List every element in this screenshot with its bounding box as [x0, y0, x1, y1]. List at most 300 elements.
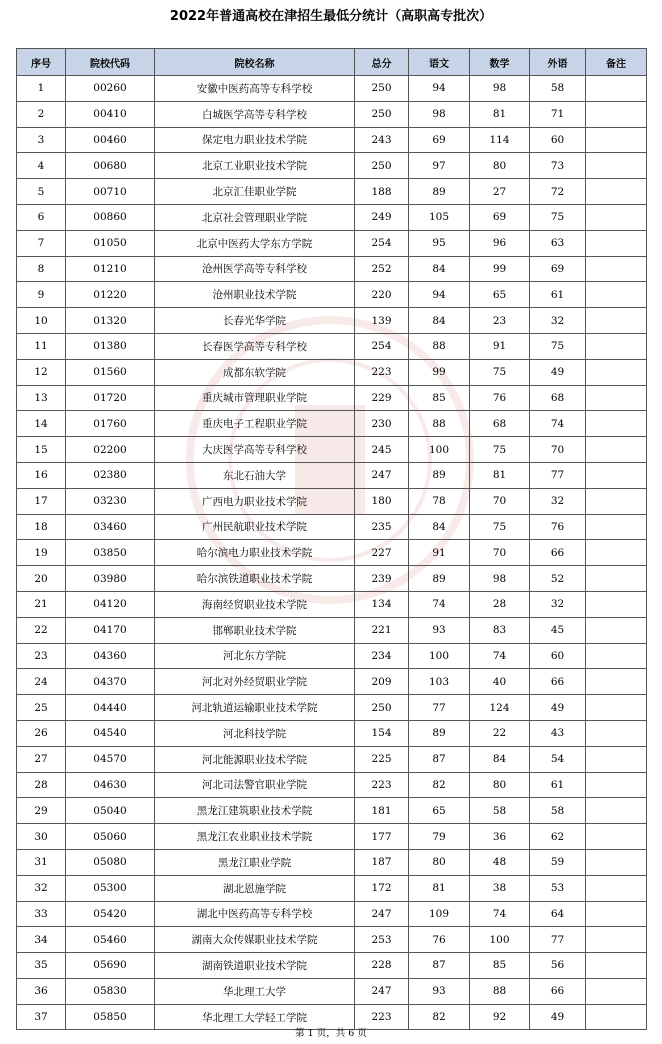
table-row — [17, 695, 647, 721]
cell-code: 05040 — [66, 798, 155, 824]
table-row — [17, 488, 647, 514]
cell-foreign-language: 58 — [530, 798, 586, 824]
header-school-name: 院校名称 — [155, 49, 355, 76]
cell-foreign-language: 64 — [530, 901, 586, 927]
cell-foreign-language: 76 — [530, 514, 586, 540]
cell-school-name: 安徽中医药高等专科学校 — [155, 76, 355, 102]
cell-remarks — [586, 359, 647, 385]
cell-code: 04440 — [66, 695, 155, 721]
cell-code: 02380 — [66, 462, 155, 488]
cell-foreign-language: 32 — [530, 488, 586, 514]
table-row — [17, 127, 647, 153]
table-row — [17, 540, 647, 566]
cell-chinese: 94 — [409, 76, 470, 102]
cell-math: 80 — [470, 153, 530, 179]
cell-math: 99 — [470, 256, 530, 282]
cell-math: 75 — [470, 514, 530, 540]
cell-index: 28 — [17, 772, 66, 798]
cell-code: 03850 — [66, 540, 155, 566]
table-row — [17, 256, 647, 282]
cell-code: 01720 — [66, 385, 155, 411]
cell-foreign-language: 61 — [530, 282, 586, 308]
cell-chinese: 109 — [409, 901, 470, 927]
cell-index: 10 — [17, 308, 66, 334]
cell-school-name: 河北科技学院 — [155, 720, 355, 746]
cell-total: 254 — [355, 333, 409, 359]
cell-index: 16 — [17, 462, 66, 488]
cell-foreign-language: 52 — [530, 566, 586, 592]
cell-foreign-language: 62 — [530, 824, 586, 850]
cell-math: 92 — [470, 1004, 530, 1030]
cell-index: 12 — [17, 359, 66, 385]
cell-school-name: 长春光华学院 — [155, 308, 355, 334]
header-chinese: 语文 — [409, 49, 470, 76]
cell-index: 32 — [17, 875, 66, 901]
cell-index: 9 — [17, 282, 66, 308]
cell-index: 4 — [17, 153, 66, 179]
cell-chinese: 97 — [409, 153, 470, 179]
cell-code: 01380 — [66, 333, 155, 359]
cell-index: 5 — [17, 179, 66, 205]
cell-remarks — [586, 901, 647, 927]
cell-foreign-language: 63 — [530, 230, 586, 256]
table-row — [17, 204, 647, 230]
cell-code: 04370 — [66, 669, 155, 695]
cell-total: 221 — [355, 617, 409, 643]
table-row — [17, 359, 647, 385]
header-remarks: 备注 — [586, 49, 647, 76]
cell-foreign-language: 61 — [530, 772, 586, 798]
cell-remarks — [586, 540, 647, 566]
cell-foreign-language: 45 — [530, 617, 586, 643]
cell-school-name: 哈尔滨铁道职业技术学院 — [155, 566, 355, 592]
table-row — [17, 978, 647, 1004]
cell-index: 24 — [17, 669, 66, 695]
table-row — [17, 282, 647, 308]
cell-math: 38 — [470, 875, 530, 901]
cell-chinese: 89 — [409, 566, 470, 592]
cell-code: 05060 — [66, 824, 155, 850]
cell-math: 27 — [470, 179, 530, 205]
cell-total: 223 — [355, 1004, 409, 1030]
header-total: 总分 — [355, 49, 409, 76]
cell-math: 70 — [470, 540, 530, 566]
cell-code: 03460 — [66, 514, 155, 540]
cell-chinese: 85 — [409, 385, 470, 411]
cell-math: 84 — [470, 746, 530, 772]
cell-math: 23 — [470, 308, 530, 334]
cell-total: 245 — [355, 437, 409, 463]
table-row — [17, 437, 647, 463]
cell-chinese: 77 — [409, 695, 470, 721]
cell-index: 11 — [17, 333, 66, 359]
cell-chinese: 88 — [409, 411, 470, 437]
cell-school-name: 保定电力职业技术学院 — [155, 127, 355, 153]
cell-index: 37 — [17, 1004, 66, 1030]
cell-math: 75 — [470, 437, 530, 463]
table-row — [17, 617, 647, 643]
cell-index: 14 — [17, 411, 66, 437]
cell-total: 247 — [355, 462, 409, 488]
cell-total: 230 — [355, 411, 409, 437]
cell-total: 250 — [355, 76, 409, 102]
cell-total: 247 — [355, 978, 409, 1004]
cell-code: 05460 — [66, 927, 155, 953]
cell-remarks — [586, 437, 647, 463]
cell-school-name: 重庆城市管理职业学院 — [155, 385, 355, 411]
cell-foreign-language: 70 — [530, 437, 586, 463]
cell-code: 04120 — [66, 591, 155, 617]
cell-remarks — [586, 282, 647, 308]
cell-remarks — [586, 849, 647, 875]
cell-total: 247 — [355, 901, 409, 927]
cell-chinese: 82 — [409, 772, 470, 798]
table-row — [17, 230, 647, 256]
cell-math: 69 — [470, 204, 530, 230]
cell-foreign-language: 73 — [530, 153, 586, 179]
cell-chinese: 65 — [409, 798, 470, 824]
cell-foreign-language: 71 — [530, 101, 586, 127]
cell-foreign-language: 69 — [530, 256, 586, 282]
cell-math: 76 — [470, 385, 530, 411]
cell-chinese: 100 — [409, 437, 470, 463]
cell-total: 239 — [355, 566, 409, 592]
cell-index: 2 — [17, 101, 66, 127]
page-footer: 第 1 页，共 6 页 — [295, 1028, 367, 1039]
cell-remarks — [586, 591, 647, 617]
cell-chinese: 78 — [409, 488, 470, 514]
cell-code: 00680 — [66, 153, 155, 179]
cell-chinese: 82 — [409, 1004, 470, 1030]
cell-code: 04630 — [66, 772, 155, 798]
cell-math: 100 — [470, 927, 530, 953]
cell-total: 250 — [355, 101, 409, 127]
cell-total: 180 — [355, 488, 409, 514]
cell-total: 154 — [355, 720, 409, 746]
cell-remarks — [586, 695, 647, 721]
cell-chinese: 84 — [409, 308, 470, 334]
cell-remarks — [586, 204, 647, 230]
table-row — [17, 333, 647, 359]
cell-foreign-language: 32 — [530, 308, 586, 334]
cell-total: 234 — [355, 643, 409, 669]
cell-total: 225 — [355, 746, 409, 772]
cell-school-name: 华北理工大学 — [155, 978, 355, 1004]
cell-foreign-language: 43 — [530, 720, 586, 746]
table-row — [17, 179, 647, 205]
cell-index: 7 — [17, 230, 66, 256]
cell-index: 36 — [17, 978, 66, 1004]
cell-foreign-language: 75 — [530, 204, 586, 230]
cell-foreign-language: 58 — [530, 76, 586, 102]
cell-total: 134 — [355, 591, 409, 617]
cell-remarks — [586, 153, 647, 179]
cell-total: 177 — [355, 824, 409, 850]
cell-remarks — [586, 256, 647, 282]
table-header-row — [17, 49, 647, 76]
cell-chinese: 99 — [409, 359, 470, 385]
cell-chinese: 100 — [409, 643, 470, 669]
cell-remarks — [586, 333, 647, 359]
cell-remarks — [586, 720, 647, 746]
cell-school-name: 黑龙江职业学院 — [155, 849, 355, 875]
table-row — [17, 1004, 647, 1030]
table-row — [17, 720, 647, 746]
cell-school-name: 河北轨道运输职业技术学院 — [155, 695, 355, 721]
cell-total: 253 — [355, 927, 409, 953]
cell-foreign-language: 54 — [530, 746, 586, 772]
cell-total: 223 — [355, 359, 409, 385]
cell-code: 00710 — [66, 179, 155, 205]
table-row — [17, 591, 647, 617]
cell-chinese: 84 — [409, 514, 470, 540]
cell-school-name: 华北理工大学轻工学院 — [155, 1004, 355, 1030]
cell-total: 188 — [355, 179, 409, 205]
cell-total: 227 — [355, 540, 409, 566]
cell-school-name: 哈尔滨电力职业技术学院 — [155, 540, 355, 566]
cell-code: 00260 — [66, 76, 155, 102]
cell-foreign-language: 49 — [530, 1004, 586, 1030]
cell-remarks — [586, 824, 647, 850]
cell-foreign-language: 60 — [530, 643, 586, 669]
cell-chinese: 69 — [409, 127, 470, 153]
cell-school-name: 河北能源职业技术学院 — [155, 746, 355, 772]
cell-total: 254 — [355, 230, 409, 256]
cell-school-name: 白城医学高等专科学校 — [155, 101, 355, 127]
cell-index: 22 — [17, 617, 66, 643]
cell-foreign-language: 77 — [530, 927, 586, 953]
cell-index: 35 — [17, 953, 66, 979]
cell-index: 20 — [17, 566, 66, 592]
cell-remarks — [586, 1004, 647, 1030]
cell-math: 75 — [470, 359, 530, 385]
cell-index: 23 — [17, 643, 66, 669]
cell-foreign-language: 60 — [530, 127, 586, 153]
cell-math: 81 — [470, 101, 530, 127]
table-row — [17, 824, 647, 850]
cell-index: 31 — [17, 849, 66, 875]
cell-remarks — [586, 127, 647, 153]
header-math: 数学 — [470, 49, 530, 76]
cell-school-name: 湖北恩施学院 — [155, 875, 355, 901]
cell-foreign-language: 68 — [530, 385, 586, 411]
table-row — [17, 772, 647, 798]
cell-school-name: 河北司法警官职业学院 — [155, 772, 355, 798]
cell-code: 05690 — [66, 953, 155, 979]
cell-math: 22 — [470, 720, 530, 746]
cell-chinese: 88 — [409, 333, 470, 359]
cell-remarks — [586, 772, 647, 798]
cell-chinese: 89 — [409, 179, 470, 205]
score-table — [16, 48, 647, 1030]
table-row — [17, 643, 647, 669]
cell-math: 74 — [470, 901, 530, 927]
cell-school-name: 大庆医学高等专科学校 — [155, 437, 355, 463]
cell-school-name: 邯郸职业技术学院 — [155, 617, 355, 643]
cell-chinese: 89 — [409, 462, 470, 488]
cell-code: 01320 — [66, 308, 155, 334]
table-row — [17, 101, 647, 127]
cell-math: 85 — [470, 953, 530, 979]
table-row — [17, 953, 647, 979]
cell-index: 6 — [17, 204, 66, 230]
cell-code: 01760 — [66, 411, 155, 437]
cell-remarks — [586, 101, 647, 127]
cell-foreign-language: 49 — [530, 359, 586, 385]
cell-code: 03980 — [66, 566, 155, 592]
cell-code: 03230 — [66, 488, 155, 514]
cell-code: 04570 — [66, 746, 155, 772]
cell-chinese: 84 — [409, 256, 470, 282]
cell-index: 8 — [17, 256, 66, 282]
cell-code: 00860 — [66, 204, 155, 230]
cell-total: 139 — [355, 308, 409, 334]
cell-code: 04170 — [66, 617, 155, 643]
cell-foreign-language: 72 — [530, 179, 586, 205]
cell-remarks — [586, 411, 647, 437]
table-row — [17, 514, 647, 540]
cell-chinese: 76 — [409, 927, 470, 953]
cell-index: 21 — [17, 591, 66, 617]
cell-school-name: 河北对外经贸职业学院 — [155, 669, 355, 695]
cell-math: 81 — [470, 462, 530, 488]
cell-total: 228 — [355, 953, 409, 979]
cell-remarks — [586, 462, 647, 488]
cell-math: 74 — [470, 643, 530, 669]
cell-foreign-language: 75 — [530, 333, 586, 359]
table-row — [17, 669, 647, 695]
cell-school-name: 沧州医学高等专科学校 — [155, 256, 355, 282]
cell-math: 36 — [470, 824, 530, 850]
cell-chinese: 93 — [409, 617, 470, 643]
table-row — [17, 901, 647, 927]
table-row — [17, 566, 647, 592]
cell-chinese: 103 — [409, 669, 470, 695]
cell-total: 229 — [355, 385, 409, 411]
cell-remarks — [586, 488, 647, 514]
cell-math: 88 — [470, 978, 530, 1004]
cell-math: 91 — [470, 333, 530, 359]
cell-remarks — [586, 746, 647, 772]
cell-foreign-language: 74 — [530, 411, 586, 437]
cell-remarks — [586, 978, 647, 1004]
cell-code: 05420 — [66, 901, 155, 927]
cell-math: 96 — [470, 230, 530, 256]
cell-chinese: 74 — [409, 591, 470, 617]
cell-code: 04540 — [66, 720, 155, 746]
cell-code: 00410 — [66, 101, 155, 127]
cell-school-name: 广州民航职业技术学院 — [155, 514, 355, 540]
cell-remarks — [586, 514, 647, 540]
cell-school-name: 东北石油大学 — [155, 462, 355, 488]
cell-remarks — [586, 927, 647, 953]
cell-code: 05830 — [66, 978, 155, 1004]
cell-total: 209 — [355, 669, 409, 695]
cell-chinese: 91 — [409, 540, 470, 566]
cell-code: 01220 — [66, 282, 155, 308]
table-row — [17, 411, 647, 437]
cell-foreign-language: 77 — [530, 462, 586, 488]
cell-math: 68 — [470, 411, 530, 437]
cell-total: 235 — [355, 514, 409, 540]
cell-index: 1 — [17, 76, 66, 102]
cell-index: 13 — [17, 385, 66, 411]
cell-foreign-language: 66 — [530, 669, 586, 695]
cell-chinese: 79 — [409, 824, 470, 850]
cell-chinese: 95 — [409, 230, 470, 256]
cell-school-name: 北京社会管理职业学院 — [155, 204, 355, 230]
cell-total: 249 — [355, 204, 409, 230]
cell-math: 70 — [470, 488, 530, 514]
cell-index: 26 — [17, 720, 66, 746]
cell-remarks — [586, 617, 647, 643]
cell-chinese: 87 — [409, 746, 470, 772]
cell-total: 250 — [355, 695, 409, 721]
cell-school-name: 北京中医药大学东方学院 — [155, 230, 355, 256]
cell-index: 33 — [17, 901, 66, 927]
cell-total: 187 — [355, 849, 409, 875]
cell-math: 98 — [470, 566, 530, 592]
cell-math: 40 — [470, 669, 530, 695]
cell-total: 172 — [355, 875, 409, 901]
cell-code: 01560 — [66, 359, 155, 385]
cell-index: 15 — [17, 437, 66, 463]
cell-school-name: 北京汇佳职业学院 — [155, 179, 355, 205]
cell-remarks — [586, 798, 647, 824]
table-row — [17, 308, 647, 334]
cell-remarks — [586, 179, 647, 205]
cell-math: 98 — [470, 76, 530, 102]
cell-chinese: 98 — [409, 101, 470, 127]
cell-math: 80 — [470, 772, 530, 798]
cell-index: 30 — [17, 824, 66, 850]
cell-foreign-language: 56 — [530, 953, 586, 979]
cell-total: 220 — [355, 282, 409, 308]
cell-total: 243 — [355, 127, 409, 153]
cell-code: 05080 — [66, 849, 155, 875]
table-row — [17, 462, 647, 488]
cell-chinese: 94 — [409, 282, 470, 308]
cell-code: 04360 — [66, 643, 155, 669]
cell-foreign-language: 66 — [530, 540, 586, 566]
cell-school-name: 长春医学高等专科学校 — [155, 333, 355, 359]
cell-math: 65 — [470, 282, 530, 308]
cell-chinese: 81 — [409, 875, 470, 901]
cell-school-name: 河北东方学院 — [155, 643, 355, 669]
cell-school-name: 广西电力职业技术学院 — [155, 488, 355, 514]
cell-remarks — [586, 308, 647, 334]
cell-school-name: 黑龙江建筑职业技术学院 — [155, 798, 355, 824]
cell-code: 01210 — [66, 256, 155, 282]
cell-school-name: 湖北中医药高等专科学校 — [155, 901, 355, 927]
cell-index: 27 — [17, 746, 66, 772]
cell-remarks — [586, 230, 647, 256]
cell-remarks — [586, 953, 647, 979]
cell-total: 252 — [355, 256, 409, 282]
cell-school-name: 黑龙江农业职业技术学院 — [155, 824, 355, 850]
cell-chinese: 93 — [409, 978, 470, 1004]
cell-total: 181 — [355, 798, 409, 824]
cell-index: 18 — [17, 514, 66, 540]
cell-foreign-language: 59 — [530, 849, 586, 875]
cell-code: 05300 — [66, 875, 155, 901]
cell-code: 01050 — [66, 230, 155, 256]
cell-school-name: 沧州职业技术学院 — [155, 282, 355, 308]
page-title: 2022年普通高校在津招生最低分统计（高职高专批次） — [169, 9, 493, 24]
cell-chinese: 87 — [409, 953, 470, 979]
table-row — [17, 927, 647, 953]
cell-foreign-language: 49 — [530, 695, 586, 721]
